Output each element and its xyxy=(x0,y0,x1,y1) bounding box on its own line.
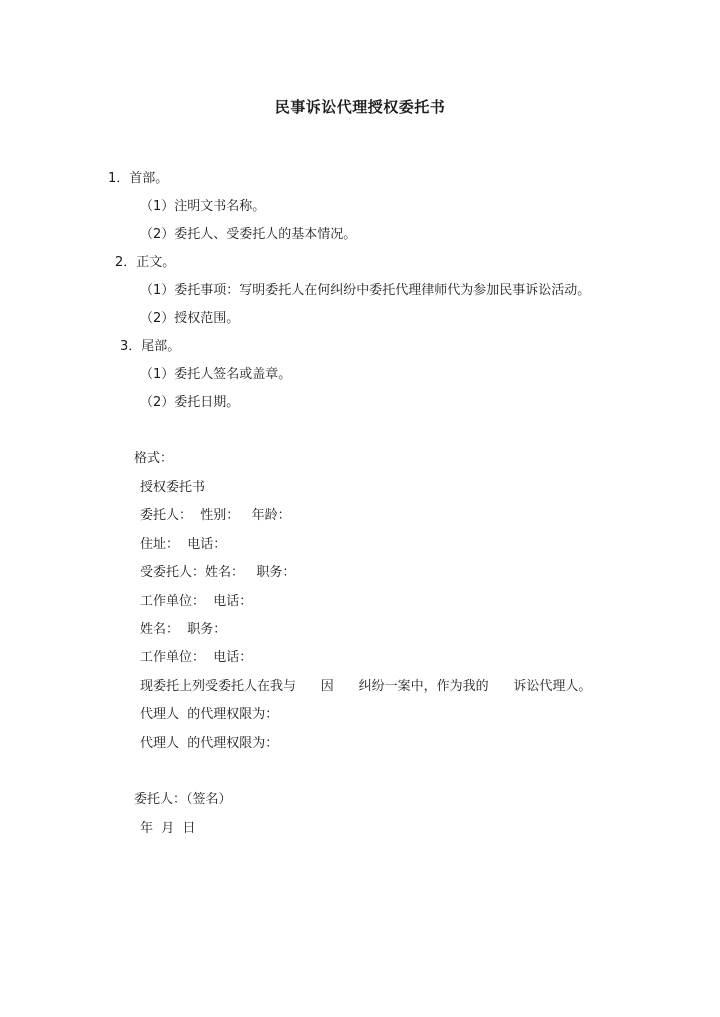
section-heading-2: 2．正文。 xyxy=(115,255,176,270)
section-3-item-1: （1）委托人签名或盖章。 xyxy=(140,367,292,382)
format-line-8: 现委托上列受委托人在我与 因 纠纷一案中，作为我的 诉讼代理人。 xyxy=(140,679,592,694)
format-line-7: 工作单位： 电话： xyxy=(140,650,253,665)
section-heading-3: 3．尾部。 xyxy=(120,339,181,354)
format-line-2: 委托人： 性别： 年龄： xyxy=(140,508,291,523)
document-title: 民事诉讼代理授权委托书 xyxy=(274,98,446,116)
format-line-4: 受委托人：姓名： 职务： xyxy=(140,565,296,580)
section-heading-1: 1．首部。 xyxy=(108,171,169,186)
format-line-5: 工作单位： 电话： xyxy=(140,594,253,609)
format-label: 格式： xyxy=(134,451,174,466)
format-line-9: 代理人 的代理权限为： xyxy=(140,707,279,722)
format-line-6: 姓名： 职务： xyxy=(140,622,227,637)
section-2-item-1: （1）委托事项：写明委托人在何纠纷中委托代理律师代为参加民事诉讼活动。 xyxy=(140,283,591,298)
section-1-item-1: （1）注明文书名称。 xyxy=(140,199,266,214)
signature-line: 委托人：（签名） xyxy=(134,792,232,807)
section-1-item-2: （2）委托人、受委托人的基本情况。 xyxy=(140,227,357,242)
section-3-item-2: （2）委托日期。 xyxy=(140,395,240,410)
format-line-1: 授权委托书 xyxy=(140,480,206,495)
format-line-10: 代理人 的代理权限为： xyxy=(140,736,279,751)
section-2-item-2: （2）授权范围。 xyxy=(140,311,240,326)
format-line-3: 住址： 电话： xyxy=(140,537,227,552)
date-line: 年 月 日 xyxy=(140,821,196,836)
